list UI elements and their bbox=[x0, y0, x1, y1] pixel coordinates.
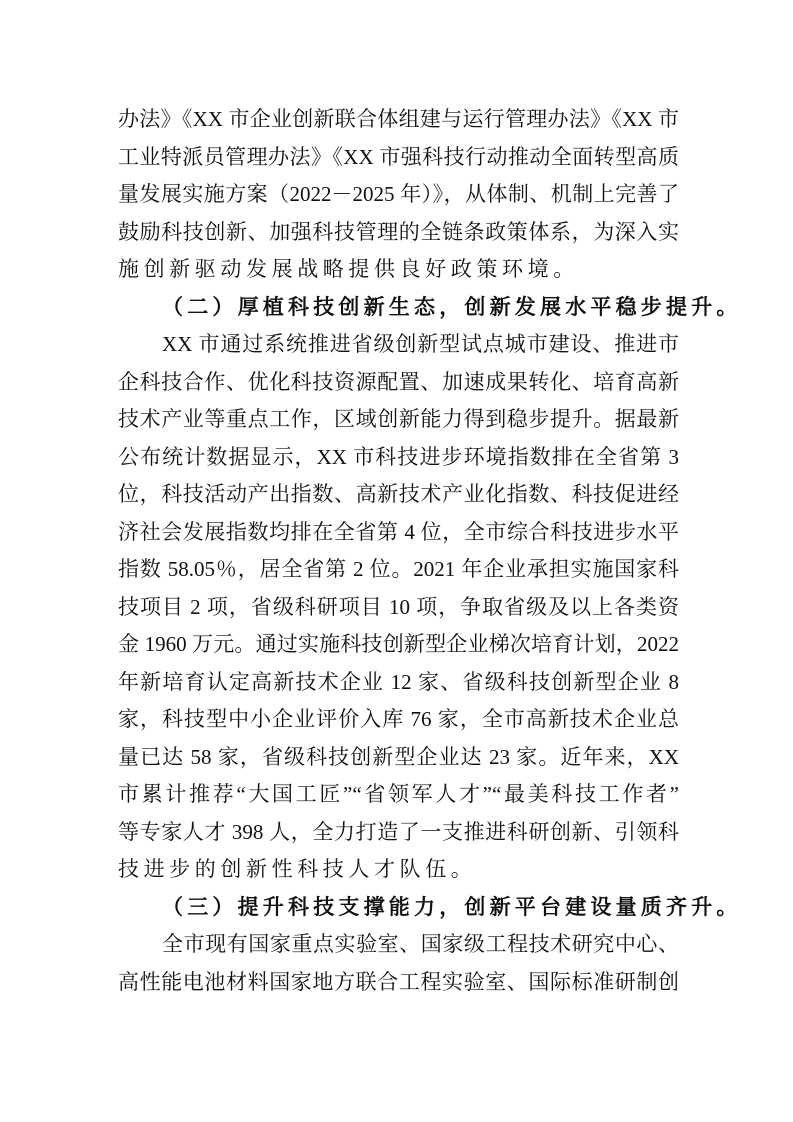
text-line: 全市现有国家重点实验室、国家级工程技术研究中心、 bbox=[162, 932, 679, 956]
text-line: 济社会发展指数均排在全省第 4 位，全市综合科技进步水平 bbox=[118, 519, 679, 544]
text-line: 市累计推荐“大国工匠”“省领军人才”“最美科技工作者” bbox=[118, 782, 679, 806]
text-line: 技术产业等重点工作，区域创新能力得到稳步提升。据最新 bbox=[118, 407, 679, 431]
paragraph-innovation-ecosystem bbox=[118, 326, 679, 889]
text-line: 金 1960 万元。通过实施科技创新型企业梯次培育计划，2022 bbox=[118, 632, 679, 656]
paragraph-continuation bbox=[118, 101, 679, 289]
text-line: 指数 58.05％，居全省第 2 位。2021 年企业承担实施国家科 bbox=[118, 557, 679, 581]
text-line: XX 市通过系统推进省级创新型试点城市建设、推进市 bbox=[162, 332, 679, 356]
paragraph-platforms bbox=[118, 926, 679, 1001]
text-line: 量发展实施方案（2022－2025 年）》，从体制、机制上完善了 bbox=[118, 182, 679, 206]
text-line: 等专家人才 398 人，全力打造了一支推进科研创新、引领科 bbox=[118, 819, 679, 844]
text-line: 办法》《XX 市企业创新联合体组建与运行管理办法》《XX 市 bbox=[118, 107, 679, 131]
text-line: 企科技合作、优化科技资源配置、加速成果转化、培育高新 bbox=[118, 369, 679, 394]
text-line: 鼓励科技创新、加强科技管理的全链条政策体系，为深入实 bbox=[118, 219, 679, 244]
text-line: 位，科技活动产出指数、高新技术产业化指数、科技促进经 bbox=[118, 482, 679, 506]
text-line: 年新培育认定高新技术企业 12 家、省级科技创新型企业 8 bbox=[118, 669, 679, 694]
text-line: 公布统计数据显示，XX 市科技进步环境指数排在全省第 3 bbox=[118, 444, 679, 469]
text-line: 施创新驱动发展战略提供良好政策环境。 bbox=[118, 257, 579, 281]
text-line: 量已达 58 家，省级科技创新型企业达 23 家。近年来，XX bbox=[118, 744, 679, 769]
section-heading-3: （三）提升科技支撑能力，创新平台建设量质齐升。 bbox=[162, 894, 742, 919]
text-line: 技项目 2 项，省级科研项目 10 项，争取省级及以上各类资 bbox=[118, 594, 679, 619]
text-line: 家，科技型中小企业评价入库 76 家，全市高新技术企业总 bbox=[118, 707, 679, 731]
document-page bbox=[118, 101, 742, 1001]
text-line: 工业特派员管理办法》《XX 市强科技行动推动全面转型高质 bbox=[118, 144, 679, 169]
section-heading-2: （二）厚植科技创新生态，创新发展水平稳步提升。 bbox=[162, 294, 742, 319]
text-line: 高性能电池材料国家地方联合工程实验室、国际标准研制创 bbox=[118, 969, 679, 994]
text-line: 技进步的创新性科技人才队伍。 bbox=[118, 857, 477, 881]
